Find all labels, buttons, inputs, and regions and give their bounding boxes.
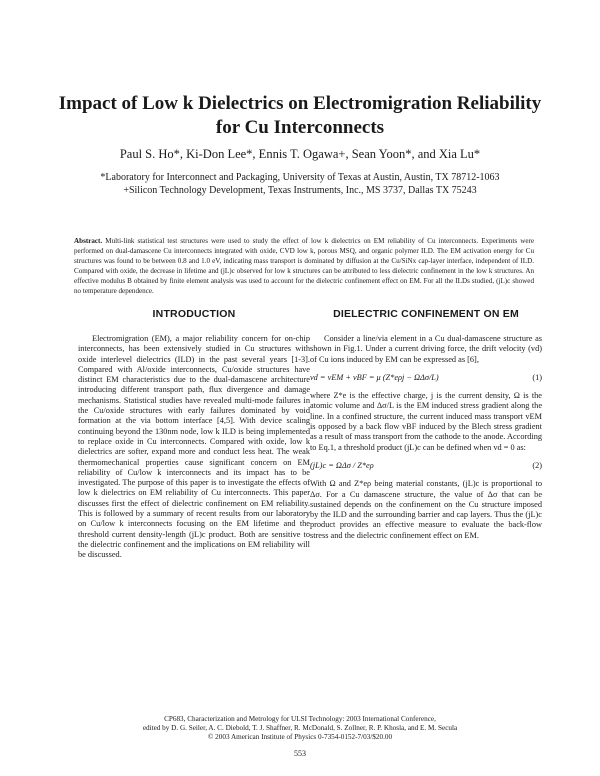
page-number: 553 <box>294 749 306 758</box>
right-column <box>310 308 542 541</box>
body-paragraph-2: where Z*e is the effective charge, j is the current density, Ω is the atomic volume and Δσ/L is the EM induced stress gradient along the line. In a confined structure, the current induced mass transport vEM is opposed by a back flow vBF induced by the Blech stress gradient as a result of mass transport from the cathode to the anode. According to Eq.1, a threshold product (jL)c can be defined when vd = 0 as: <box>310 391 543 452</box>
affiliation-1: *Laboratory for Interconnect and Packaging, University of Texas at Austin, Austin, TX 78712-1063 <box>100 172 500 183</box>
body-paragraph-1: Consider a line/via element in a Cu dual-damascene structure as shown in Fig.1. Under a current driving force, the drift velocity (vd) of Cu ions induced by EM can be expressed as [6], <box>310 334 542 364</box>
footer-line-1: CP683, Characterization and Metrology for ULSI Technology: 2003 International Conference, <box>164 715 436 723</box>
footer-line-3: © 2003 American Institute of Physics 0-7354-0152-7/03/$20.00 <box>207 733 393 741</box>
affiliations <box>40 172 560 197</box>
equation-2 <box>310 461 542 471</box>
body-paragraph-3: With Ω and Z*eρ being material constants, (jL)c is proportional to Δσ. For a Cu damascene structure, the value of Δσ that can be sustained depends on the confinement on the Cu structure imposed by the ILD and the surrounding barrier and cap layers. Thus the (jL)c product provides an effective measure to evaluate the back-flow stress and the dielectric confinement effect on EM. <box>310 479 542 540</box>
equation-2-expression: (jL)c = ΩΔσ / Z*eρ <box>310 460 374 470</box>
introduction-paragraph: Electromigration (EM), a major reliability concern for on-chip interconnects, has been extensively studied in Cu structures with oxide interlevel dielectrics (ILD) in the past several years [1-3]. Compared with Al/oxide interconnects, Cu/oxide structures have distinct EM characteristics due to the dual-damascene architecture introducing different transport path, flux divergence and damage mechanisms. Statistical studies have revealed multi-mode failures in the Cu/oxide structures with early failures dominated by void formation at the via bottom interface [4,5]. With device scaling continuing beyond the 130nm node, low k ILD is being implemented to replace oxide in Cu interconnects. Compared with oxide, low k dielectrics are softer, expand more and conduct less heat. The weak thermomechanical properties cause significant concern on EM reliability of Cu/low k interconnects and its impact has to be investigated. The purpose of this paper is to investigate the effects of low k dielectrics on EM reliability of Cu interconnects. This paper discusses first the effect of dielectric confinement on EM reliability. This is followed by a summary of recent results from our laboratory on Cu/low k interconnects focusing on the EM lifetime and the threshold current density-length (jL)c product. Both are sensitive to the dielectric confinement and the implications on EM reliability will be discussed. <box>78 334 310 560</box>
footer-line-2: edited by D. G. Seiler, A. C. Diebold, T. J. Shaffner, R. McDonald, S. Zollner, R. P. Khosla, and E. M. Secula <box>142 724 458 732</box>
title-line-2: for Cu Interconnects <box>215 117 385 138</box>
left-column <box>78 308 310 561</box>
equation-2-number: (2) <box>532 460 542 470</box>
footer-citation <box>60 715 540 742</box>
introduction-heading: INTRODUCTION <box>152 308 236 320</box>
author-list: Paul S. Ho*, Ki-Don Lee*, Ennis T. Ogawa+, Sean Yoon*, and Xia Lu* <box>119 147 481 161</box>
equation-1 <box>310 373 542 383</box>
affiliation-2: +Silicon Technology Development, Texas Instruments, Inc., MS 3737, Dallas TX 75243 <box>123 184 477 196</box>
equation-1-number: (1) <box>532 372 542 382</box>
abstract <box>74 236 534 296</box>
equation-1-expression: vd = vEM + vBF = μ (Z*eρj − ΩΔσ/L) <box>310 372 439 382</box>
paper-title <box>40 92 560 140</box>
abstract-text: Multi-link statistical test structures were used to study the effect of low k dielectrics on EM reliability of Cu interconnects. Experiments were performed on dual-damascene Cu interconnects integrated with oxide, CVD low k, porous MSQ, and organic polymer ILD. The EM activation energy for Cu structures was found to be between 0.8 and 1.0 eV, indicating mass transport is dominated by diffusion at the Cu/SiNx cap-layer interface, independent of ILD. Compared with oxide, the decrease in lifetime and (jL)c observed for low k structures can be attributed to less dielectric confinement in the low k structures. An effective modulus B obtained by finite element analysis was used to account for the dielectric confinement effect on EM. For all the ILDs studied, (jL)c showed no temperature dependence. <box>74 237 535 295</box>
abstract-label: Abstract. <box>74 237 103 245</box>
dielectric-confinement-heading: DIELECTRIC CONFINEMENT ON EM <box>333 308 519 320</box>
title-line-1: Impact of Low k Dielectrics on Electromigration Reliability <box>58 93 542 114</box>
